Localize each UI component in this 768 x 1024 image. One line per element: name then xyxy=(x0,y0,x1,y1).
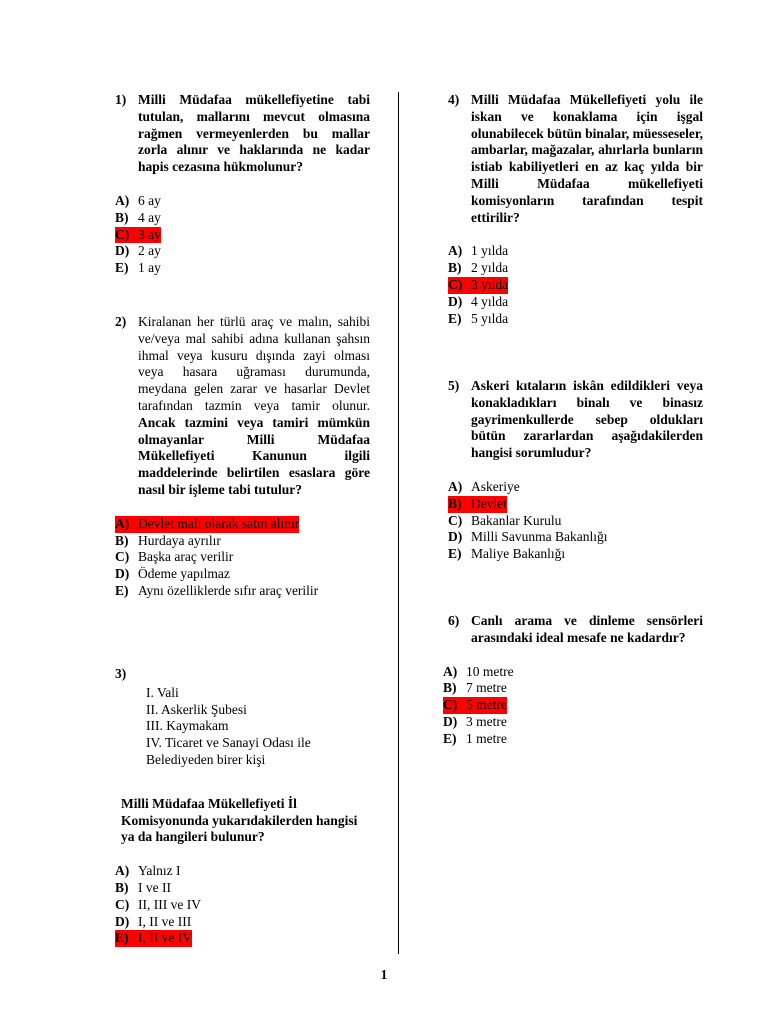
options-list xyxy=(115,863,370,947)
option-b[interactable]: B) I ve II xyxy=(115,879,171,895)
option-b-correct[interactable]: B) Devlet xyxy=(448,495,507,511)
page-number: 1 xyxy=(380,967,388,982)
option-d[interactable]: D) I, II ve III xyxy=(115,913,192,929)
option-a[interactable]: A) 1 yılda xyxy=(448,243,509,259)
question-2 xyxy=(115,314,370,600)
options-list xyxy=(448,479,703,563)
question-number: 5) xyxy=(448,378,460,393)
question-text: Milli Müdafaa mükellefiyetine tabi tutulan, mallarını mevcut olmasına rağmen vermeyenlerden bu mallar zorla alınır ve haklarında ne kadar hapis cezasına hükmolunur? xyxy=(138,92,370,175)
question-6 xyxy=(443,613,703,748)
question-number: 3) xyxy=(115,666,127,681)
option-c-correct[interactable]: C) 5 metre xyxy=(443,697,507,713)
question-number: 1) xyxy=(115,92,127,107)
question-5 xyxy=(448,378,703,563)
option-a[interactable]: A) 6 ay xyxy=(115,192,161,208)
statement-item: III. Kaymakam xyxy=(146,718,229,734)
question-number: 4) xyxy=(448,92,460,107)
statement-item: I. Vali xyxy=(146,684,179,700)
option-a[interactable]: A) Yalnız I xyxy=(115,863,181,879)
option-e-correct[interactable]: E) I, II ve IV xyxy=(115,930,192,946)
question-text: Milli Müdafaa Mükellefiyeti yolu ile iskan ve konaklama için işgal olunabilecek bütün binalar, müesseseler, ambarlar, mağazalar, ahırlarla bunların istiab kabiliyetleri en az kaç yılda bir Milli Müdafaa mükellefiyeti komisyonların tarafından tespit ettirilir? xyxy=(471,92,703,225)
option-e[interactable]: E) Maliye Bakanlığı xyxy=(448,546,566,562)
option-d[interactable]: D) 4 yılda xyxy=(448,293,509,309)
option-b[interactable]: B) Hurdaya ayrılır xyxy=(115,532,221,548)
question-text: Kiralanan her türlü araç ve malın, sahibi ve/veya mal sahibi adına kullanan şahsın ihmal veya kusuru dışında zayi olması veya hasara uğraması durumunda, meydana gelen zarar ve hasarlar Devlet tarafından tazmin veya tamir olunur. Ancak tazmini veya tamiri mümkün olmayanlar Milli Müdafaa Mükellefiyeti Kanunun ilgili maddelerinde belirtilen esaslara göre nasıl bir işleme tabi tutulur? xyxy=(138,314,370,497)
option-e[interactable]: E) 5 yılda xyxy=(448,310,509,326)
option-c[interactable]: C) Başka araç verilir xyxy=(115,549,234,565)
options-list xyxy=(115,516,370,600)
option-e[interactable]: E) 1 ay xyxy=(115,260,161,276)
option-c-correct[interactable]: C) 3 ay xyxy=(115,226,161,242)
question-number: 2) xyxy=(115,314,127,329)
statement-list xyxy=(146,685,370,769)
options-list xyxy=(448,243,703,327)
option-d[interactable]: D) Milli Savunma Bakanlığı xyxy=(448,529,608,545)
option-d[interactable]: D) Ödeme yapılmaz xyxy=(115,566,230,582)
option-c[interactable]: C) II, III ve IV xyxy=(115,896,201,912)
option-b[interactable]: B) 4 ay xyxy=(115,209,161,225)
statement-item: Belediyeden birer kişi xyxy=(146,751,266,767)
option-d[interactable]: D) 3 metre xyxy=(443,713,507,729)
option-b[interactable]: B) 2 yılda xyxy=(448,260,509,276)
option-a[interactable]: A) Askeriye xyxy=(448,478,520,494)
statement-item: II. Askerlik Şubesi xyxy=(146,701,247,717)
question-text: Askeri kıtaların iskân edildikleri veya konakladıkları binalı ve binasız gayrimenkullerde sebep oldukları bütün zararlardan aşağıdakilerden hangisi sorumludur? xyxy=(471,378,703,461)
column-divider xyxy=(398,92,399,954)
statement-item: IV. Ticaret ve Sanayi Odası ile xyxy=(146,735,311,751)
option-c-correct[interactable]: C) 3 yılda xyxy=(448,276,509,292)
option-a[interactable]: A) 10 metre xyxy=(443,663,514,679)
options-list xyxy=(443,664,703,748)
option-e[interactable]: E) 1 metre xyxy=(443,730,507,746)
option-b[interactable]: B) 7 metre xyxy=(443,680,507,696)
question-number: 6) xyxy=(448,613,460,628)
question-4 xyxy=(448,92,703,327)
question-text: Milli Müdafaa Mükellefiyeti İl Komisyonunda yukarıdakilerden hangisi ya da hangileri bulunur? xyxy=(121,795,358,845)
option-a-correct[interactable]: A) Devlet malı olarak satın alınır xyxy=(115,515,300,531)
option-c[interactable]: C) Bakanlar Kurulu xyxy=(448,512,562,528)
question-text: Canlı arama ve dinleme sensörleri arasındaki ideal mesafe ne kadardır? xyxy=(471,613,703,645)
question-1 xyxy=(115,92,370,277)
options-list xyxy=(115,193,370,277)
option-d[interactable]: D) 2 ay xyxy=(115,243,161,259)
question-3 xyxy=(115,666,370,947)
option-e[interactable]: E) Aynı özelliklerde sıfır araç verilir xyxy=(115,582,319,598)
